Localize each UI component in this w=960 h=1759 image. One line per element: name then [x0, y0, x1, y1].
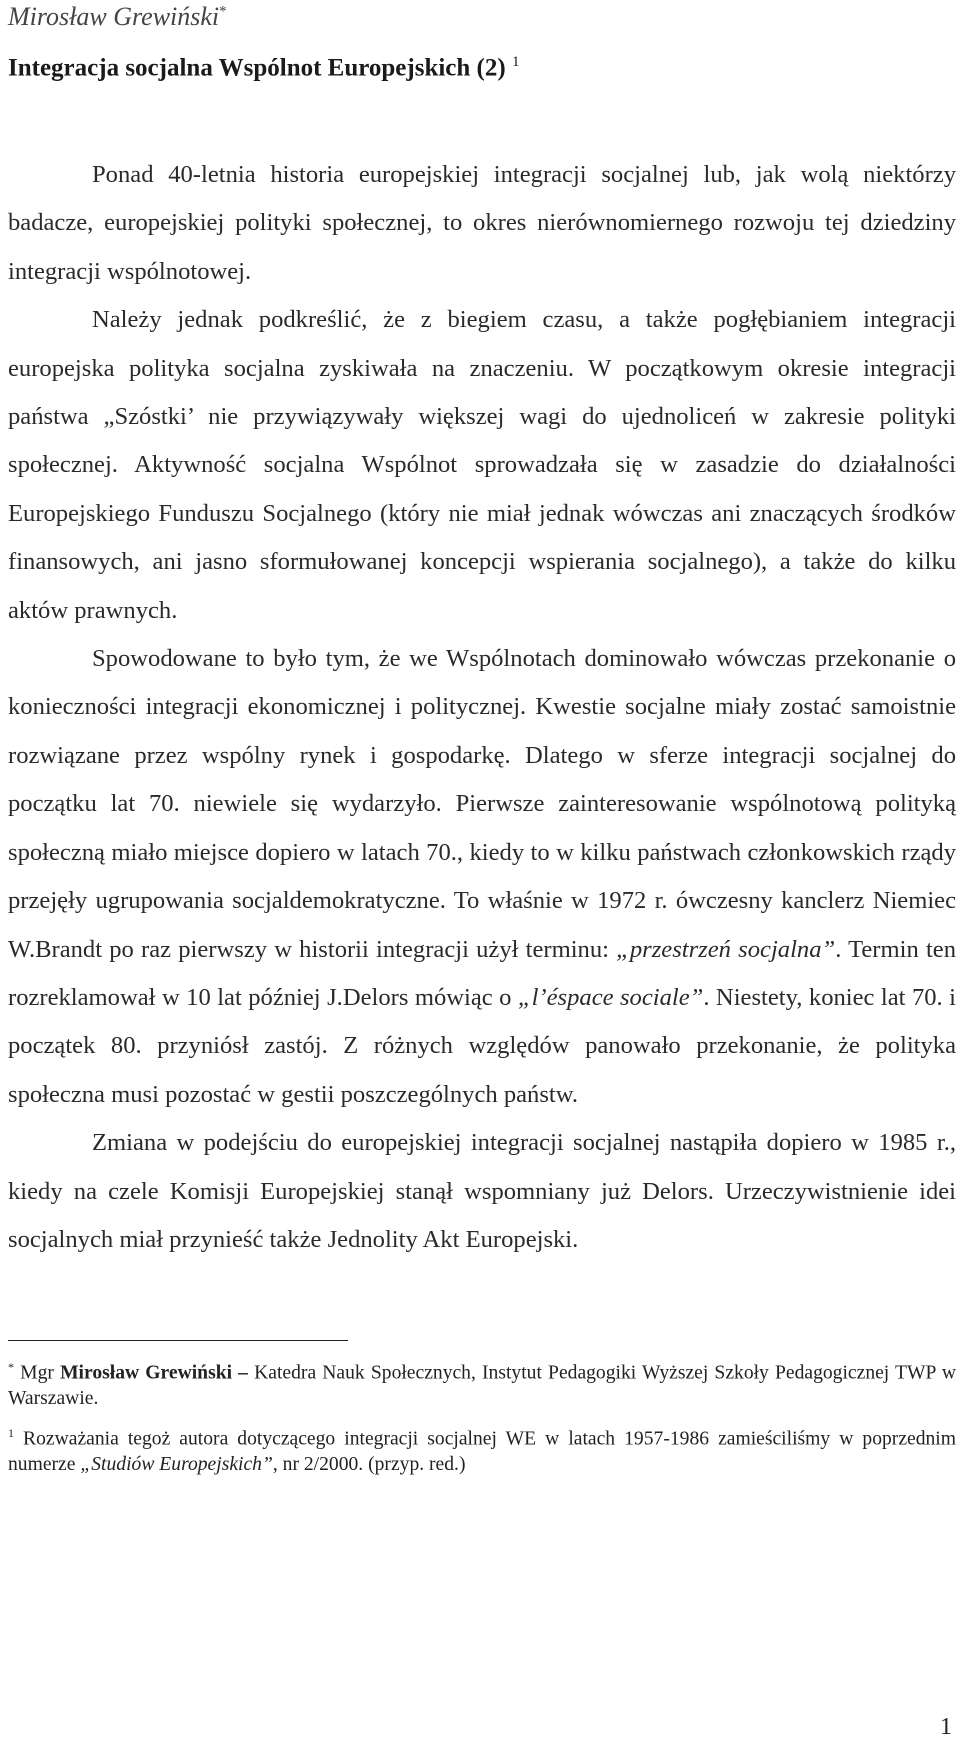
footnotes [8, 1355, 956, 1486]
footnote-author-name: Mirosław Grewiński – [60, 1362, 248, 1384]
author-footnote-mark: * [219, 3, 227, 20]
footnote-journal-title: „Studiów Europejskich” [80, 1453, 273, 1475]
footnote-text: Rozważania tegoż autora dotyczącego integracji socjalnej WE w latach 1957-1986 zamieściliśmy w poprzednim numerze [8, 1428, 956, 1475]
paragraph-3-text: . Termin ten rozreklamował w 10 lat później J.Delors mówiąc o [8, 935, 956, 1011]
article-title [8, 54, 519, 82]
article-body [8, 151, 956, 1264]
author-text: Mirosław Grewiński [8, 2, 220, 31]
italic-term-espace: „l’éspace sociale” [517, 983, 704, 1011]
paragraph-3-text: Spowodowane to było tym, że we Wspólnotach dominowało wówczas przekonanie o konieczności integracji ekonomicznej i politycznej. Kwestie socjalne miały zostać samoistnie rozwiązane przez wspólny rynek i gospodarkę. Dlatego w sferze integracji socjalnej do początku lat 70. niewiele się wydarzyło. Pierwsze zainteresowanie wspólnotową polityką społeczną miało miejsce dopiero w latach 70., kiedy to w kilku państwach członkowskich rządy przejęły ugrupowania socjaldemokratyczne. To właśnie w 1972 r. ówczesny kanclerz Niemiec W.Brandt po raz pierwszy w historii integracji użył terminu: [8, 645, 956, 963]
footnote-mark: 1 [8, 1425, 14, 1440]
page-number: 1 [940, 1714, 952, 1740]
footnote-separator [8, 1340, 348, 1341]
footnote-text: Mgr [20, 1362, 61, 1384]
footnote-mark: * [8, 1360, 14, 1374]
paragraph-1: Ponad 40-letnia historia europejskiej integracji socjalnej lub, jak wolą niektórzy badacze, europejskiej polityki społecznej, to okres nierównomiernego rozwoju tej dziedziny integracji wspólnotowej. [8, 161, 956, 285]
footnote-text: , nr 2/2000. (przyp. red.) [272, 1453, 466, 1475]
title-text: Integracja socjalna Wspólnot Europejskich (2) [8, 54, 506, 82]
footnote-text: Katedra Nauk Społecznych, Instytut Pedagogiki Wyższej Szkoły Pedagogicznej TWP w Warszawie. [8, 1362, 956, 1410]
italic-term-przestrzen: „przestrzeń socjalna” [616, 935, 836, 963]
author-name [8, 2, 227, 32]
footnote-1 [8, 1421, 956, 1478]
title-footnote-mark: 1 [511, 54, 520, 70]
footnote-author [8, 1355, 956, 1412]
paragraph-4: Zmiana w podejściu do europejskiej integracji socjalnej nastąpiła dopiero w 1985 r., kiedy na czele Komisji Europejskiej stanął wspomniany już Delors. Urzeczywistnienie idei socjalnych miał przynieść także Jednolity Akt Europejski. [8, 1129, 956, 1253]
paragraph-3-text: . Niestety, koniec lat 70. i początek 80. przyniósł zastój. Z różnych względów panowało przekonanie, że polityka społeczna musi pozostać w gestii poszczególnych państw. [8, 983, 956, 1108]
paragraph-2: Należy jednak podkreślić, że z biegiem czasu, a także pogłębianiem integracji europejska polityka socjalna zyskiwała na znaczeniu. W początkowym okresie integracji państwa „Szóstki’ nie przywiązywały większej wagi do ujednoliceń w zakresie polityki społecznej. Aktywność socjalna Wspólnot sprowadzała się w zasadzie do działalności Europejskiego Funduszu Socjalnego (który nie miał jednak wówczas ani znaczących środków finansowych, ani jasno sformułowanej koncepcji wspierania socjalnego), a także do kilku aktów prawnych. [8, 306, 956, 624]
paragraph-3 [8, 635, 956, 1119]
